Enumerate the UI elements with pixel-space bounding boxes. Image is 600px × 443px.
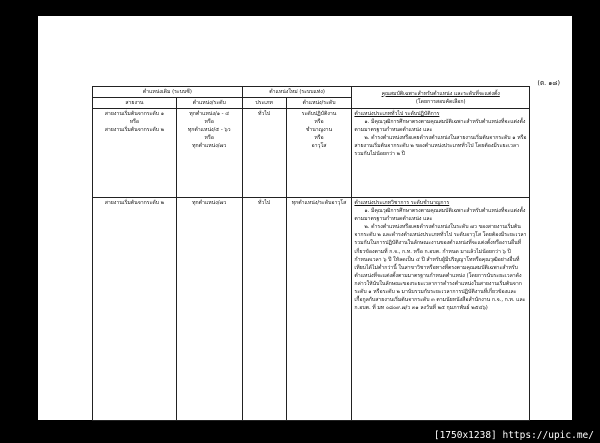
image-watermark: [1750x1238] https://upic.me/ (433, 430, 594, 441)
header-new-position-level: ตำแหน่ง/ระดับ (286, 98, 352, 109)
document-page (38, 16, 572, 420)
cell-line: ทุกตำแหน่ง/๗ว (192, 200, 227, 207)
cell-line: สายงานเริ่มต้นจากระดับ ๒ (104, 127, 165, 134)
cell-line: ระดับปฏิบัติงาน (301, 111, 337, 118)
cell-line: ทุกตำแหน่ง/ระดับอาวุโส (291, 200, 347, 207)
qualification-item: ๑. มีคุณวุฒิการศึกษาตรงตามคุณสมบัติเฉพาะสำหรับตำแหน่งที่จะแต่งตั้งตามมาตรฐานกำหนดตำแหน่ง และ (354, 119, 526, 134)
qualification-table (92, 86, 530, 421)
cell-line: ทุกตำแหน่ง/๕ - ๖ว (187, 127, 231, 134)
header-qualification-title: คุณสมบัติเฉพาะสำหรับตำแหน่ง และระดับที่จะแต่งตั้ง (381, 90, 500, 97)
header-new-position: ตำแหน่งใหม่ (ระบบแท่ง) (242, 87, 352, 98)
cell-type: ทั่วไป (242, 109, 286, 198)
cell-new-position-level (286, 109, 352, 198)
cell-new-position-level (286, 198, 352, 421)
header-position-level: ตำแหน่ง/ระดับ (176, 98, 242, 109)
cell-job-line (93, 109, 177, 198)
qualification-item: ๒. ดำรงตำแหน่งหรือเคยดำรงตำแหน่งในระดับ ๗ว ของสายงานเริ่มต้นจากระดับ ๒ และดำรงตำแหน่งประเภททั่วไป ระดับอาวุโส โดยต้องมีระยะเวลารวมกันในการปฏิบัติงานในลักษณะงานของตำแหน่งที่จะแต่งตั้งหรืองานอื่นที่เกี่ยวข้องตามที่ ก.จ., ก.ท. หรือ ก.อบต. กำหนด มาแล้วไม่น้อยกว่า ๖ ปี กำหนดเวลา ๖ ปี ให้ลดเป็น ๔ ปี สำหรับผู้มีปริญญาโทหรือคุณวุฒิอย่างอื่นที่เทียบได้ไม่ต่ำกว่านี้ ในสาขาวิชาหรือทางที่ตรงตามคุณสมบัติเฉพาะสำหรับตำแหน่งที่จะแต่งตั้งตามมาตรฐานกำหนดตำแหน่ง (โดยการนับระยะเวลาดังกล่าวให้นับในลักษณะของระยะเวลาการดำรงตำแหน่งในสายงานเริ่มต้นจากระดับ ๑ หรือระดับ ๒ มานับรวมกับระยะเวลาการปฏิบัติงานที่เกี่ยวข้องและเกื้อกูลกับสายงานเริ่มต้นจากระดับ ๓ ตามนัยหนังสือสำนักงาน ก.จ., ก.ท. และ ก.อบต. ที่ มท ๐๘๐๙.๗/ว ๓๑ ลงวันที่ ๒๕ กุมภาพันธ์ ๒๕๔๖) (354, 224, 527, 311)
cell-line: ชำนาญงาน (305, 127, 333, 134)
qualification-item: ๒. ดำรงตำแหน่งหรือเคยดำรงตำแหน่งในสายงานเริ่มต้นจากระดับ ๑ หรือสายงานเริ่มต้นจากระดับ ๒ ของตำแหน่งประเภททั่วไป โดยต้องมีระยะเวลารวมกันไม่น้อยกว่า ๒ ปี (354, 135, 527, 158)
cell-line: สายงานเริ่มต้นจากระดับ ๒ (104, 200, 165, 207)
cell-line: สายงานเริ่มต้นจากระดับ ๑ (104, 111, 165, 118)
cell-position-level (176, 109, 242, 198)
cell-line: ทุกตำแหน่ง/๗ว (192, 143, 227, 150)
qualification-title: ตำแหน่งประเภทวิชาการ ระดับชำนาญการ (354, 200, 450, 207)
cell-type: ทั่วไป (242, 198, 286, 421)
cell-position-level (176, 198, 242, 421)
cell-line: หรือ (314, 119, 324, 126)
cell-job-line (93, 198, 177, 421)
cell-line: หรือ (204, 135, 214, 142)
header-job-line: สายงาน (93, 98, 177, 109)
cell-line: หรือ (204, 119, 214, 126)
page-number: (ต. ๑๘) (537, 79, 560, 87)
cell-line: ทุกตำแหน่ง/๑ - ๔ (189, 111, 230, 118)
header-qualification-sub: (โดยการสอบคัดเลือก) (415, 98, 466, 105)
cell-qualification (352, 198, 530, 421)
table-row (93, 198, 530, 421)
qualification-item: ๑. มีคุณวุฒิการศึกษาตรงตามคุณสมบัติเฉพาะสำหรับตำแหน่งที่จะแต่งตั้งตามมาตรฐานกำหนดตำแหน่ง และ (354, 208, 526, 223)
header-type: ประเภท (242, 98, 286, 109)
qualification-title: ตำแหน่งประเภททั่วไป ระดับปฏิบัติการ (354, 111, 440, 118)
cell-line: อาวุโส (311, 143, 327, 150)
cell-line: หรือ (314, 135, 324, 142)
cell-line: หรือ (129, 119, 140, 126)
header-row-1 (93, 87, 530, 98)
header-old-position: ตำแหน่งเดิม (ระบบซี) (93, 87, 243, 98)
table-row (93, 109, 530, 198)
cell-qualification (352, 109, 530, 198)
header-qualification (352, 87, 530, 109)
